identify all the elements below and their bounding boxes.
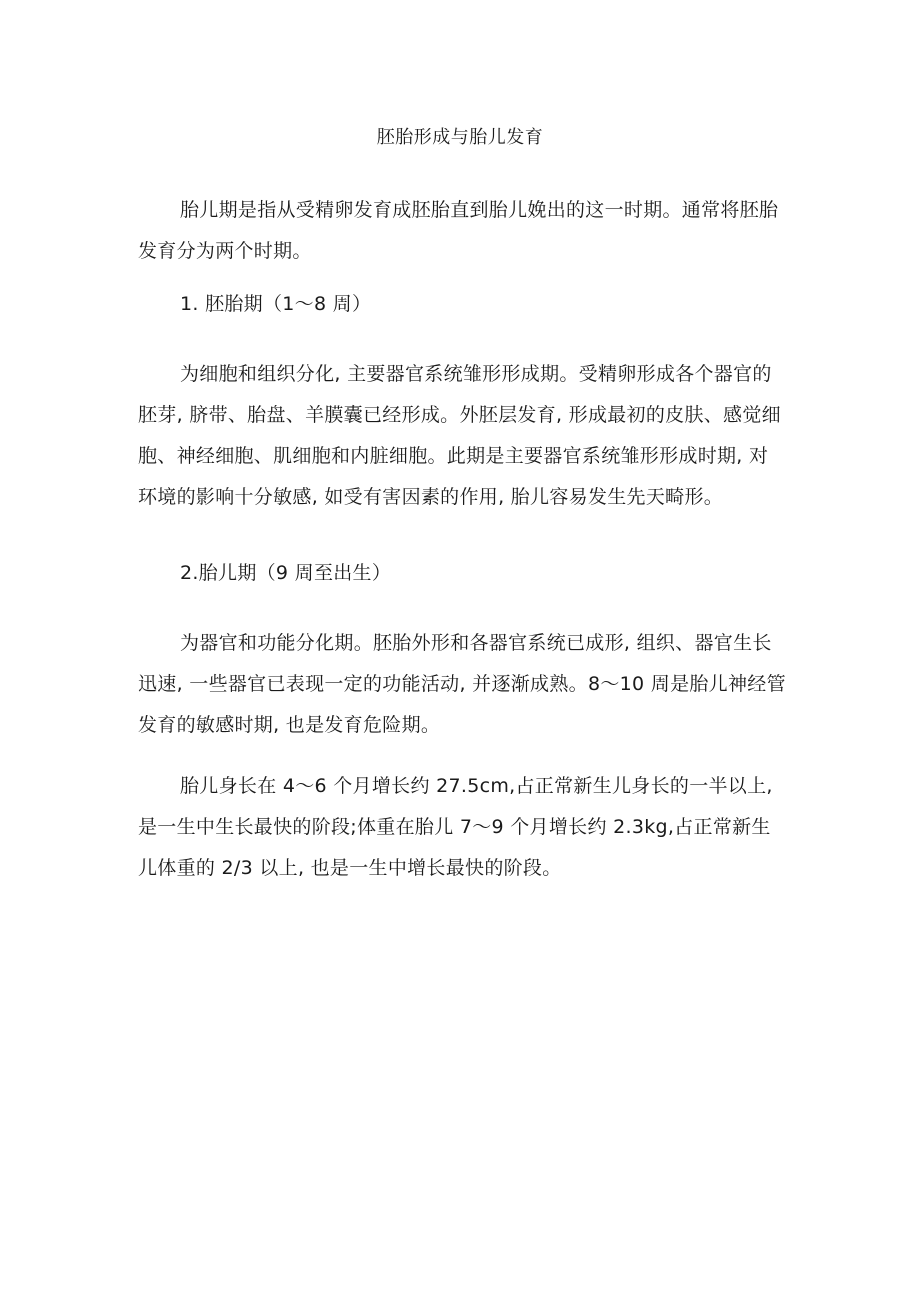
- section2-block: [138, 623, 786, 746]
- growth-block: [138, 766, 786, 889]
- section1-heading: 1. 胚胎期（1～8 周）: [180, 293, 372, 315]
- section1-block: [138, 354, 786, 518]
- section2-heading: 2.胎儿期（9 周至出生）: [180, 562, 392, 584]
- intro-paragraph: 胎儿期是指从受精卵发育成胚胎直到胎儿娩出的这一时期。通常将胚胎发育分为两个时期。: [138, 199, 779, 262]
- document-title: 胚胎形成与胎儿发育: [376, 127, 544, 148]
- growth-paragraph: 胎儿身长在 4～6 个月增长约 27.5cm,占正常新生儿身长的一半以上,是一生中生长最快的阶段;体重在胎儿 7～9 个月增长约 2.3kg,占正常新生儿体重的 2/3 以上, 也是一生中增长最快的阶段。: [138, 775, 773, 879]
- section2-paragraph: 为器官和功能分化期。胚胎外形和各器官系统已成形, 组织、器官生长迅速, 一些器官已表现一定的功能活动, 并逐渐成熟。8～10 周是胎儿神经管发育的敏感时期, 也是发育危险期。: [138, 632, 786, 736]
- intro-block: [138, 190, 786, 272]
- section1-paragraph: 为细胞和组织分化, 主要器官系统雏形形成期。受精卵形成各个器官的胚芽, 脐带、胎盘、羊膜囊已经形成。外胚层发育, 形成最初的皮肤、感觉细胞、神经细胞、肌细胞和内脏细胞。此期是主要器官系统雏形形成时期, 对环境的影响十分敏感, 如受有害因素的作用, 胎儿容易发生先天畸形。: [138, 363, 781, 508]
